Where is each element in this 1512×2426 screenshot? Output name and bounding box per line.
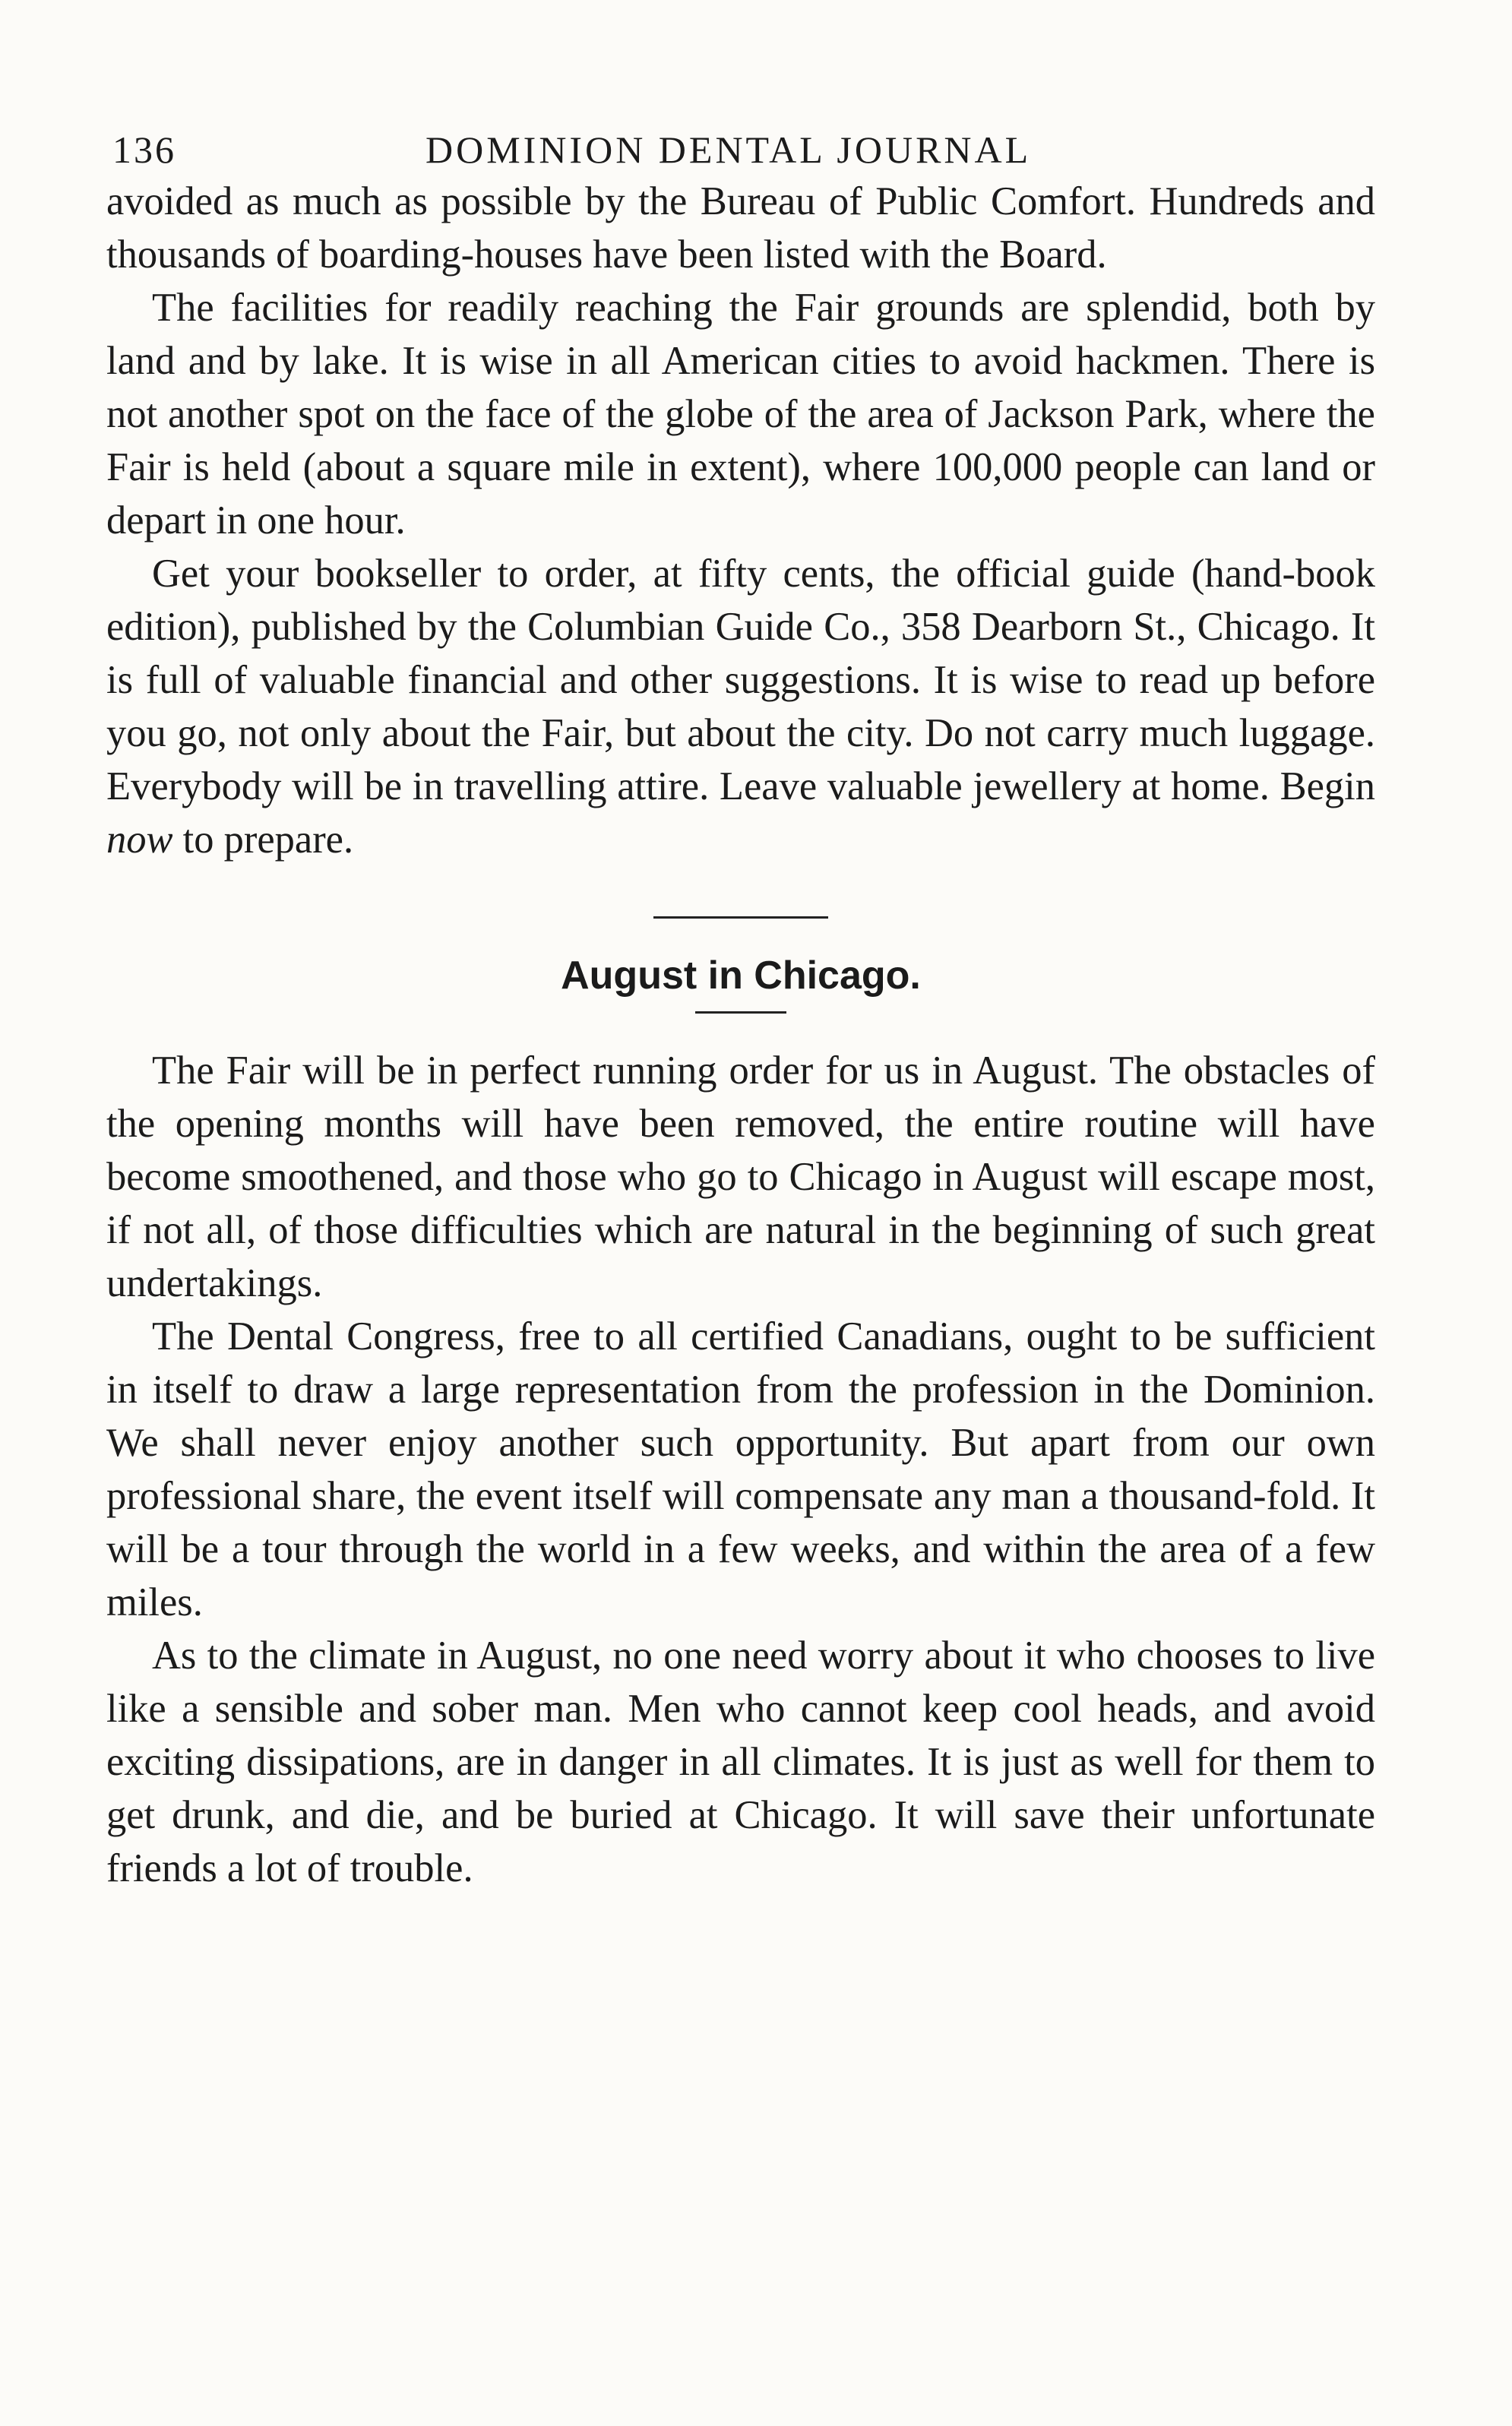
bookseller-text-start: Get your bookseller to order, at fifty cents, the official guide (hand-book edition), published by the Columbian Guide Co., 358 Dearborn St., Chicago. It is full of valuable financial and other suggestions. It is wise to read up before you go, not only about the Fair, but about the city. Do not carry much luggage. Everybody will be in travelling attire. Leave valuable jewellery at home. Begin: [106, 552, 1375, 808]
paragraph-fair-order: The Fair will be in perfect running order for us in August. The obstacles of the opening months will have been removed, the entire routine will have become smoothened, and those who go to Chicago in August will escape most, if not all, of those difficulties which are natural in the beginning of such great undertakings.: [106, 1049, 1375, 1305]
paragraph-facilities: The facilities for readily reaching the Fair grounds are splendid, both by land and by lake. It is wise in all American cities to avoid hackmen. There is not another spot on the face of the globe of the area of Jackson Park, where the Fair is held (about a square mile in extent), where 100,000 people can land or depart in one hour.: [106, 286, 1375, 542]
journal-page: [106, 114, 1375, 1895]
journal-title: DOMINION DENTAL JOURNAL: [425, 128, 1032, 171]
page-number: 136: [112, 128, 176, 171]
section-heading: August in Chicago.: [561, 954, 921, 998]
paragraph-bookseller: [106, 547, 1375, 866]
paragraph-continuation: avoided as much as possible by the Bureau of Public Comfort. Hundreds and thousands of boarding-houses have been listed with the Board.: [106, 179, 1375, 277]
section-divider: [653, 916, 828, 919]
paragraph-climate: As to the climate in August, no one need worry about it who chooses to live like a sensible and sober man. Men who cannot keep cool heads, and avoid exciting dissipations, are in danger in all climates. It is just as well for them to get drunk, and die, and be buried at Chicago. It will save their unfortunate friends a lot of trouble.: [106, 1634, 1375, 1890]
heading-underline: [695, 1011, 786, 1014]
emphasis-now: now: [106, 818, 173, 862]
bookseller-text-end: to prepare.: [172, 818, 354, 862]
paragraph-dental-congress: The Dental Congress, free to all certified Canadians, ought to be sufficient in itself to draw a large representation from the profession in the Dominion. We shall never enjoy another such opportunity. But apart from our own professional share, the event itself will compensate any man a thousand-fold. It will be a tour through the world in a few weeks, and within the area of a few miles.: [106, 1314, 1375, 1624]
running-head: [106, 114, 1375, 175]
